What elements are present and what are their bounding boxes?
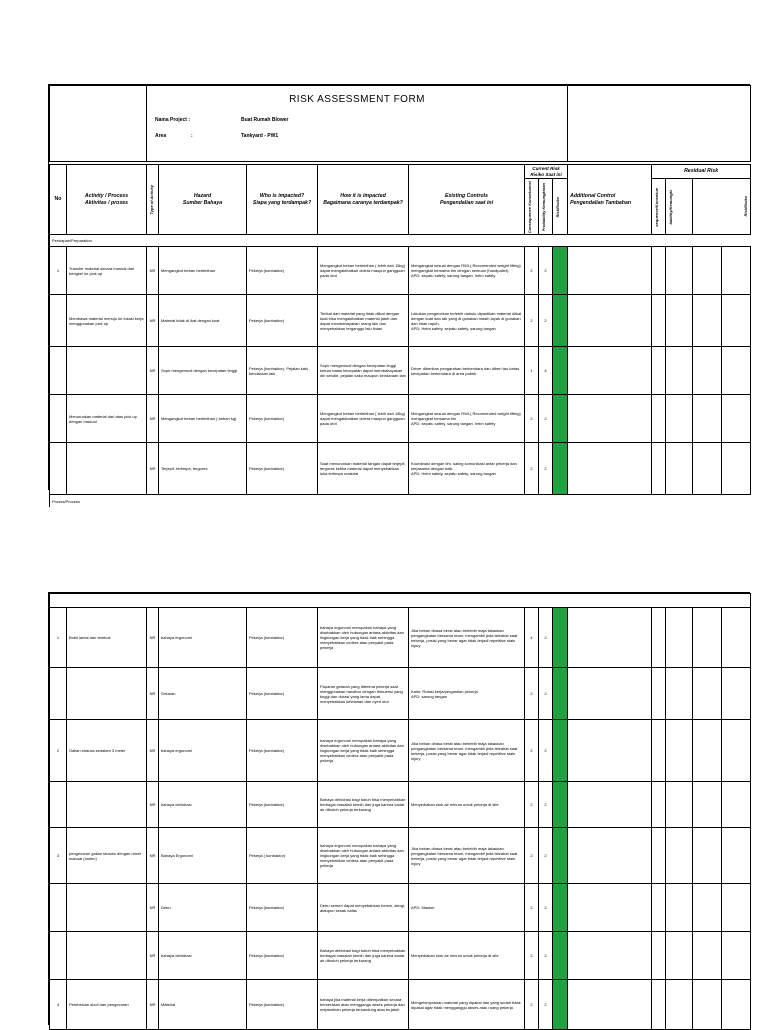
- col-residual-risk: Residual Risk: [652, 165, 751, 179]
- row-controls: Menyediakan stok air minum untuk pekerja di site: [409, 932, 525, 980]
- row-additional: [568, 443, 652, 495]
- row-probability: 2: [539, 443, 553, 495]
- row-additional: [568, 395, 652, 443]
- row-how: Bahaya dehidrasi bagi tubuh bisa menyebabkan berbagai masalah kemih dan juga karena kadar air dibutuh pekerja terkurang: [318, 782, 409, 828]
- row-consequence: 2: [525, 884, 539, 932]
- row-hazard: Getaran: [159, 668, 247, 720]
- col-who: Who is impacted? Siapa yang terdampak?: [247, 165, 318, 235]
- row-res-risk: [693, 395, 722, 443]
- row-how: Bahaya dehidrasi bagi tubuh bisa menyebabkan berbagai masalah kemih dan juga karena kadar air dibutuh pekerja terkurang: [318, 932, 409, 980]
- row-activity: [67, 347, 147, 395]
- row-extra: [722, 347, 751, 395]
- row-no: [50, 295, 67, 347]
- row-no: 1: [50, 247, 67, 295]
- col-res-risk: RiskRisiko: [693, 179, 751, 235]
- table-row: [50, 608, 751, 668]
- row-additional: [568, 932, 652, 980]
- row-activity: Pembesian sloof dan pengecoran: [67, 980, 147, 1030]
- row-probability: 2: [539, 884, 553, 932]
- row-extra: [722, 980, 751, 1030]
- row-who: Pekerja (kontraktor): [247, 668, 318, 720]
- row-hazard: bahaya ergonomi: [159, 720, 247, 782]
- col-res-consequence: sequence/Konsekue: [652, 179, 666, 235]
- row-hazard: Sopir mengemudi dengan kecepatan tinggi: [159, 347, 247, 395]
- row-consequence: 2: [525, 668, 539, 720]
- row-extra: [722, 443, 751, 495]
- row-res-consequence: [652, 347, 666, 395]
- row-res-risk: [693, 980, 722, 1030]
- col-probability: Probability Kemungkinan: [539, 179, 553, 235]
- row-no: [50, 782, 67, 828]
- row-controls: Lakukan pengecekan terlebih dahulu dipastikan material diikat dengan kuat dan tak yang di gunakan masih layak di gunakan dan tidak rapuh. APD: Helm safety, sepatu safety, sarung tangan: [409, 295, 525, 347]
- row-additional: [568, 720, 652, 782]
- row-res-probability: [666, 247, 693, 295]
- row-probability: 2: [539, 295, 553, 347]
- row-probability: 2: [539, 782, 553, 828]
- row-controls: Mengelompokkan material yang dipakai dan yang sudah tidak dipakai agar tidak mengganggu akses atau ruang pekerja: [409, 980, 525, 1030]
- row-risk: VL: [553, 828, 568, 884]
- row-res-probability: [666, 720, 693, 782]
- row-how: Terikat dari material yang tidak diikat dengan kuat bisa mengakibatkan material jatuh dan dapat membahayakan orang lain dan menyebabkan terganggu lalu lintas: [318, 295, 409, 347]
- row-controls: Kalm: Rotasi kerja/pergantian pekerja APD: sarung tangan: [409, 668, 525, 720]
- row-probability: 2: [539, 247, 553, 295]
- row-no: [50, 443, 67, 495]
- row-activity: Bobil lantai dan tembok: [67, 608, 147, 668]
- row-type: NR: [147, 884, 159, 932]
- row-controls: Mengangkat sesuai dengan RWL( Recomended weight lifting) mengangkat bersama tim APD: sepatu safety, sarung tangan, helm safety: [409, 395, 525, 443]
- row-controls: Menyediakan stok air minum untuk pekerja di site: [409, 782, 525, 828]
- col-risk: RiskRisiko: [553, 179, 568, 235]
- row-res-consequence: [652, 828, 666, 884]
- table-row: [50, 395, 751, 443]
- row-probability: 2: [539, 395, 553, 443]
- table-row: [50, 884, 751, 932]
- row-hazard: Mengangkut beban berlebihan: [159, 247, 247, 295]
- area-label: Area: [155, 132, 167, 139]
- row-controls: Jika beban dirasa berat atau berlebih maja lakaukan pengangkatan bersama team, mengambil jeda istirahat saat bekerja, posisi yang benar agar tidak terjadi repetitive stain injury: [409, 608, 525, 668]
- row-extra: [722, 884, 751, 932]
- row-res-risk: [693, 828, 722, 884]
- row-type: NR: [147, 295, 159, 347]
- row-res-consequence: [652, 720, 666, 782]
- col-consequence: Consequence Konsekuensi: [525, 179, 539, 235]
- row-res-probability: [666, 395, 693, 443]
- row-risk: VL: [553, 720, 568, 782]
- row-controls: Koordinasi dengan tim, saling komunikasi antar pekerja dan kerjasama dengan baik. APD: Helm safety, sepatu safety, sarung tangan: [409, 443, 525, 495]
- row-no: [50, 668, 67, 720]
- row-who: Pekerja (kontraktor): [247, 395, 318, 443]
- row-who: Pekerja (kontraktor): [247, 608, 318, 668]
- row-res-probability: [666, 828, 693, 884]
- row-who: Pekerja (kontraktor): [247, 884, 318, 932]
- row-no: [50, 347, 67, 395]
- row-how: bahaya ergonomi merupakan bahaya yang disebabkan oleh hubungan antara aktivitas dan lingkungan kerja yang tidak baik sehingga menyebabkan cedera atau penyakit pada pekerja: [318, 608, 409, 668]
- row-risk: VL: [553, 782, 568, 828]
- row-controls: Jika beban dirasa berat atau berlebih maja lakaukan pengangkatan bersama team, mengambil jeda istirahat saat bekerja, posisi yang benar agar tidak terjadi repetitive stain injury: [409, 828, 525, 884]
- row-risk: VL: [553, 932, 568, 980]
- col-activity: Activity / Process Aktivitas / proses: [67, 165, 147, 235]
- row-additional: [568, 608, 652, 668]
- row-hazard: Terjepit, tertimpa, tergores: [159, 443, 247, 495]
- row-type: NR: [147, 720, 159, 782]
- row-type: NR: [147, 395, 159, 443]
- row-risk: L: [553, 247, 568, 295]
- project-value: Buat Rumah Blower: [241, 116, 289, 123]
- row-extra: [722, 828, 751, 884]
- row-res-probability: [666, 782, 693, 828]
- row-hazard: bahaya ergonomi: [159, 608, 247, 668]
- row-extra: [722, 782, 751, 828]
- row-res-probability: [666, 608, 693, 668]
- row-additional: [568, 295, 652, 347]
- row-who: Pekerja (kontraktor): [247, 980, 318, 1030]
- row-how: bahaya ergonomi merupakan bahaya yang disebabkan oleh hubungan antara aktivitas dan lingkungan kerja yang tidak baik sehingga menyebabkan cedera atau penyakit pada pekerja: [318, 828, 409, 884]
- row-no: 1: [50, 608, 67, 668]
- row-risk: L: [553, 295, 568, 347]
- project-label: Nama Project :: [155, 116, 191, 123]
- table-row: [50, 668, 751, 720]
- row-who: Pekerja (kontraktor): [247, 782, 318, 828]
- row-no: [50, 884, 67, 932]
- row-type: NR: [147, 828, 159, 884]
- row-consequence: 1: [525, 347, 539, 395]
- row-res-risk: [693, 347, 722, 395]
- col-hazard: Hazard Sumber Bahaya: [159, 165, 247, 235]
- row-controls: APD: Masker: [409, 884, 525, 932]
- row-res-consequence: [652, 443, 666, 495]
- row-how: Sopir mengemudi dengan kecepatan tinggi ketuar batas kecepatan dapat membahayakan diri sendiri, pejalan kaku maupun kendaraan lain: [318, 347, 409, 395]
- col-type: Type of Activity: [147, 165, 159, 235]
- col-additional: Additional Control Pengendalian Tambahan: [568, 165, 652, 235]
- row-additional: [568, 828, 652, 884]
- row-type: NR: [147, 782, 159, 828]
- row-probability: 2: [539, 720, 553, 782]
- row-hazard: bahaya dehidrasi: [159, 782, 247, 828]
- row-res-consequence: [652, 295, 666, 347]
- form-page-2: [48, 592, 750, 1025]
- row-activity: pengecoran galian strauss dengan mixer manual (molen): [67, 828, 147, 884]
- col-res-probability: bability/Kemungki: [666, 179, 693, 235]
- continuation-header: [50, 594, 751, 608]
- row-additional: [568, 980, 652, 1030]
- table-row: [50, 347, 751, 395]
- row-activity: [67, 932, 147, 980]
- area-colon: :: [191, 132, 193, 139]
- row-extra: [722, 720, 751, 782]
- row-res-probability: [666, 884, 693, 932]
- row-risk: L: [553, 443, 568, 495]
- section-preparation: Persiapan/Preparation: [50, 235, 751, 247]
- row-type: NR: [147, 932, 159, 980]
- table-row: [50, 782, 751, 828]
- row-probability: 4: [539, 347, 553, 395]
- row-activity: [67, 884, 147, 932]
- row-consequence: 2: [525, 932, 539, 980]
- row-res-consequence: [652, 608, 666, 668]
- row-type: NR: [147, 443, 159, 495]
- row-probability: 2: [539, 980, 553, 1030]
- col-no: No: [50, 165, 67, 235]
- row-how: Paparan getaran yang diterima pekerja saat menggunakan handbor dengan frekuensi yang tinggi dan durasi yang lama dapat menyebabkan kelelahan dan nyeri otot: [318, 668, 409, 720]
- row-additional: [568, 347, 652, 395]
- row-no: [50, 395, 67, 443]
- row-who: Pekerja (kontraktor): [247, 443, 318, 495]
- row-additional: [568, 668, 652, 720]
- row-hazard: bahaya dehidrasi: [159, 932, 247, 980]
- row-consequence: 2: [525, 395, 539, 443]
- table-row: [50, 980, 751, 1030]
- row-who: Pekerja (kontraktor), Pejalan kaki , kendaraan lain: [247, 347, 318, 395]
- row-consequence: 4: [525, 608, 539, 668]
- row-no: 2: [50, 720, 67, 782]
- row-res-consequence: [652, 980, 666, 1030]
- row-hazard: Debu: [159, 884, 247, 932]
- row-res-probability: [666, 443, 693, 495]
- row-activity: Membawa material menuju ke lokasi kerja menggunakan pick up: [67, 295, 147, 347]
- approval-cell: [568, 86, 751, 162]
- row-controls: Driver diberikan pengarahan berkendara dan diberi tau batas kecepatan berkendara di area pabrik: [409, 347, 525, 395]
- row-who: Pekerja (kontraktor): [247, 247, 318, 295]
- row-consequence: 2: [525, 782, 539, 828]
- row-no: [50, 932, 67, 980]
- row-consequence: 2: [525, 980, 539, 1030]
- row-how: bahaya jika material kerja ditempatkan secara berserakan atau menggangu akses pekerja dan mejatuhkan pekerja tersandung atau terjatuh: [318, 980, 409, 1030]
- row-res-risk: [693, 782, 722, 828]
- row-extra: [722, 247, 751, 295]
- col-current-risk: Current Risk Risiko Saat ini: [525, 165, 568, 179]
- row-how: Mengangkut beban berlebihan ( lebih dari 15kg) dapat mengakibatkan cidera maupun gangguan pada otot: [318, 247, 409, 295]
- table-row: [50, 295, 751, 347]
- row-who: Pekerja (kontraktor): [247, 932, 318, 980]
- col-controls: Existing Controls Pengendalian saat ini: [409, 165, 525, 235]
- row-res-risk: [693, 608, 722, 668]
- row-risk: L: [553, 668, 568, 720]
- row-no: 3: [50, 828, 67, 884]
- table-row: [50, 720, 751, 782]
- table-row: [50, 828, 751, 884]
- section-process: Proses/Process: [50, 495, 751, 507]
- row-additional: [568, 247, 652, 295]
- row-who: Pekerja (kontraktor): [247, 720, 318, 782]
- col-how: How it is impacted Bagaimana caranya terdampak?: [318, 165, 409, 235]
- form-header: [147, 86, 568, 162]
- row-res-consequence: [652, 668, 666, 720]
- row-hazard: Bahaya Ergonomi: [159, 828, 247, 884]
- row-res-probability: [666, 932, 693, 980]
- row-probability: 2: [539, 932, 553, 980]
- row-probability: 2: [539, 668, 553, 720]
- row-res-risk: [693, 295, 722, 347]
- row-res-consequence: [652, 247, 666, 295]
- row-res-risk: [693, 443, 722, 495]
- row-hazard: Material tidak di ikat dengan kuat: [159, 295, 247, 347]
- row-res-risk: [693, 247, 722, 295]
- row-extra: [722, 932, 751, 980]
- row-type: NR: [147, 608, 159, 668]
- row-how: Debu semen dapat menyebabkan bersin, alergi, ataupun sesak nafas: [318, 884, 409, 932]
- row-activity: [67, 443, 147, 495]
- row-type: NR: [147, 347, 159, 395]
- row-hazard: Mengangkut beban berlebihan ( beban kg): [159, 395, 247, 443]
- row-hazard: Material: [159, 980, 247, 1030]
- row-activity: Menurunkan material dari atas pick up dengan manual: [67, 395, 147, 443]
- row-res-risk: [693, 932, 722, 980]
- row-activity: [67, 782, 147, 828]
- row-risk: L: [553, 347, 568, 395]
- row-res-probability: [666, 668, 693, 720]
- row-consequence: 2: [525, 720, 539, 782]
- row-risk: VL: [553, 884, 568, 932]
- risk-form-table-continued: [49, 593, 751, 1030]
- table-row: [50, 247, 751, 295]
- row-who: Pekerja (kontraktor): [247, 295, 318, 347]
- row-extra: [722, 295, 751, 347]
- row-risk: L: [553, 395, 568, 443]
- row-activity: Transfer material secara manual dari bengkel ke pick up: [67, 247, 147, 295]
- row-consequence: 2: [525, 295, 539, 347]
- risk-form-table: [49, 85, 751, 507]
- row-res-risk: [693, 720, 722, 782]
- row-risk: VL: [553, 980, 568, 1030]
- row-res-consequence: [652, 782, 666, 828]
- row-controls: Mengangkat sesuai dengan RWL( Recomended weight lifting) mengangkat bersama tim dengan semuan (handpallet). APD: sepatu safety, sarung tangan, helm safety: [409, 247, 525, 295]
- table-row: [50, 932, 751, 980]
- row-res-risk: [693, 884, 722, 932]
- form-page-1: [48, 84, 750, 504]
- form-title: RISK ASSESSMENT FORM: [289, 94, 426, 105]
- row-extra: [722, 608, 751, 668]
- row-extra: [722, 668, 751, 720]
- logo-cell: [50, 86, 147, 162]
- row-controls: Jika beban dirasa berat atau berlebih maja lakaukan pengangkatan bersama team, mengambil jeda istirahat saat bekerja, posisi yang benar agar tidak terjadi repetitive stain injury: [409, 720, 525, 782]
- row-additional: [568, 782, 652, 828]
- row-res-risk: [693, 668, 722, 720]
- row-res-probability: [666, 980, 693, 1030]
- row-additional: [568, 884, 652, 932]
- row-no: 4: [50, 980, 67, 1030]
- row-res-probability: [666, 295, 693, 347]
- row-risk: L: [553, 608, 568, 668]
- row-how: Saat menurunkan material tangan dapat terjepit, tergores ketika material dapat menyebabkan luka tertimpa material: [318, 443, 409, 495]
- row-type: NR: [147, 980, 159, 1030]
- row-probability: 2: [539, 608, 553, 668]
- row-type: NR: [147, 247, 159, 295]
- row-consequence: 2: [525, 828, 539, 884]
- row-res-consequence: [652, 884, 666, 932]
- row-activity: [67, 668, 147, 720]
- row-res-consequence: [652, 395, 666, 443]
- row-consequence: 2: [525, 443, 539, 495]
- row-probability: 2: [539, 828, 553, 884]
- area-value: Tankyard - PW1: [241, 132, 279, 139]
- row-type: NR: [147, 668, 159, 720]
- row-how: bahaya ergonomi merupakan bahaya yang disebabkan oleh hubungan antara aktivitas dan lingkungan kerja yang tidak baik sehingga menyebabkan cedera atau penyakit pada pekerja: [318, 720, 409, 782]
- row-how: Mengangkut beban berlebihan ( lebih dari 15kg) dapat mengakibatkan cidera maupun gangguan pada otot: [318, 395, 409, 443]
- row-res-probability: [666, 347, 693, 395]
- row-res-consequence: [652, 932, 666, 980]
- row-who: Pekerja ( kontraktor): [247, 828, 318, 884]
- row-consequence: 2: [525, 247, 539, 295]
- row-activity: Galian strauss sedalam 3 meter: [67, 720, 147, 782]
- table-row: [50, 443, 751, 495]
- row-extra: [722, 395, 751, 443]
